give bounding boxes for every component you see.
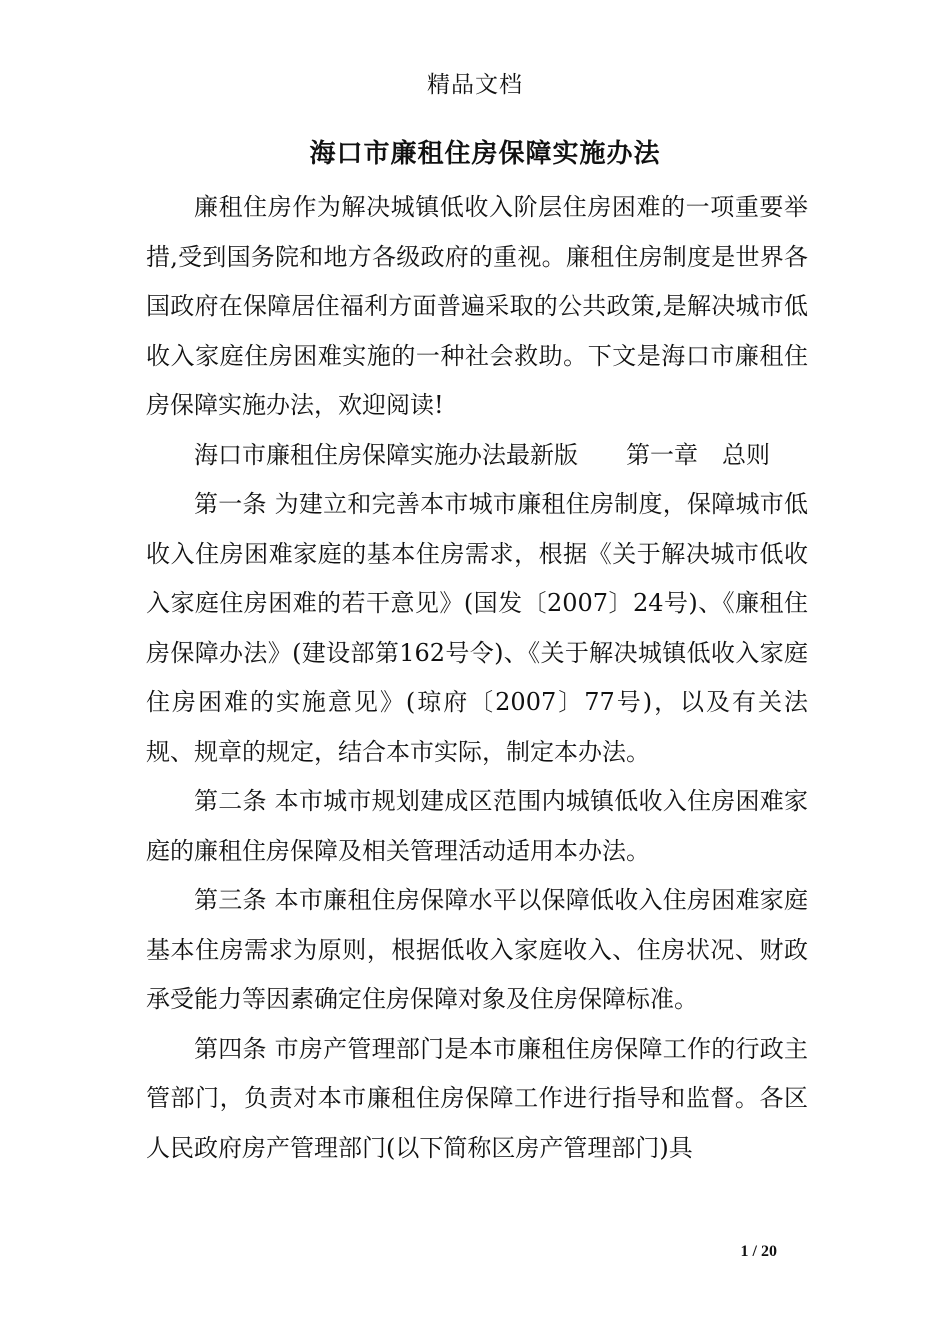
page-header: 精品文档 (427, 72, 523, 98)
paragraph-chapter-heading: 海口市廉租住房保障实施办法最新版 第一章 总则 (194, 440, 770, 469)
page-number: 1 / 20 (740, 1243, 777, 1260)
document-title: 海口市廉租住房保障实施办法 (309, 139, 661, 169)
paragraph-article-2: 第二条 本市城市规划建成区范围内城镇低收入住房困难家庭的廉租住房保障及相关管理活动适用本办法。 (146, 787, 808, 865)
paragraph-article-3: 第三条 本市廉租住房保障水平以保障低收入住房困难家庭基本住房需求为原则，根据低收入家庭收入、住房状况、财政承受能力等因素确定住房保障对象及住房保障标准。 (146, 886, 808, 1013)
document-body (146, 183, 808, 1173)
paragraph-intro: 廉租住房作为解决城镇低收入阶层住房困难的一项重要举措,受到国务院和地方各级政府的重视。廉租住房制度是世界各国政府在保障居住福利方面普遍采取的公共政策,是解决城市低收入家庭住房困难实施的一种社会救助。下文是海口市廉租住房保障实施办法，欢迎阅读! (146, 193, 808, 419)
paragraph-article-4: 第四条 市房产管理部门是本市廉租住房保障工作的行政主管部门，负责对本市廉租住房保障工作进行指导和监督。各区人民政府房产管理部门(以下简称区房产管理部门)具 (146, 1034, 808, 1162)
paragraph-article-1: 第一条 为建立和完善本市城市廉租住房制度，保障城市低收入住房困难家庭的基本住房需求，根据《关于解决城市低收入家庭住房困难的若干意见》(国发〔2007〕24号)、《廉租住房保障办法》(建设部第162号令)、《关于解决城镇低收入家庭住房困难的实施意见》(琼府〔2007〕77号)，以及有关法规、规章的规定，结合本市实际，制定本办法。 (146, 490, 808, 766)
